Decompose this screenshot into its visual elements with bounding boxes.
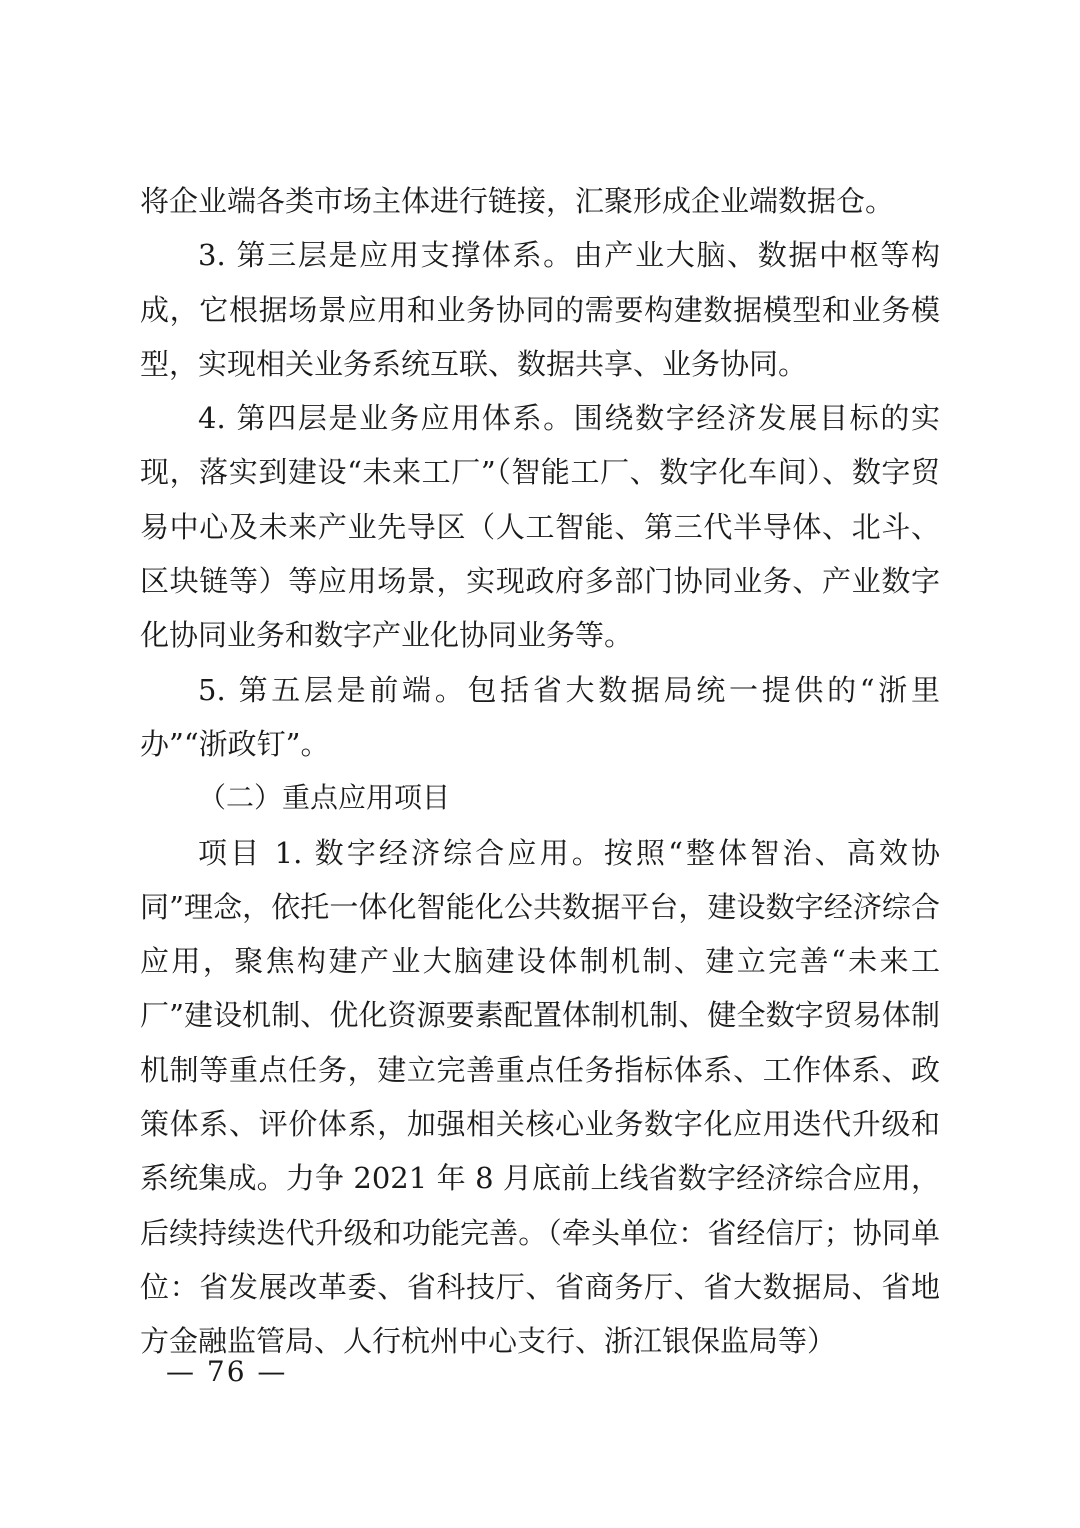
page-number: — 76 — [166,1355,288,1388]
section-heading: （二）重点应用项目 [198,781,451,815]
paragraph-layer-5: 5. 第五层是前端。包括省大数据局统一提供的“浙里办”“浙政钉”。 [140,672,940,761]
body-text [140,174,940,1369]
paragraph-project-1: 项目 1. 数字经济综合应用。按照“整体智治、高效协同”理念，依托一体化智能化公共数据平台，建设数字经济综合应用，聚焦构建产业大脑建设体制机制、建立完善“未来工厂”建设机制、优化资源要素配置体制机制、健全数字贸易体制机制等重点任务，建立完善重点任务指标体系、工作体系、政策体系、评价体系，加强相关核心业务数字化应用迭代升级和系统集成。力争 2021 年 8 月底前上线省数字经济综合应用，后续持续迭代升级和功能完善。（牵头单位：省经信厅；协同单位：省发展改革委、省科技厅、省商务厅、省大数据局、省地方金融监管局、人行杭州中心支行、浙江银保监局等） [140,835,940,1359]
paragraph-layer-3: 3. 第三层是应用支撑体系。由产业大脑、数据中枢等构成，它根据场景应用和业务协同的需要构建数据模型和业务模型，实现相关业务系统互联、数据共享、业务协同。 [140,238,940,381]
paragraph-layer-4: 4. 第四层是业务应用体系。围绕数字经济发展目标的实现，落实到建设“未来工厂”（智能工厂、数字化车间）、数字贸易中心及未来产业先导区（人工智能、第三代半导体、北斗、区块链等）等应用场景，实现政府多部门协同业务、产业数字化协同业务和数字产业化协同业务等。 [140,401,940,653]
paragraph-continuation: 将企业端各类市场主体进行链接，汇聚形成企业端数据仓。 [140,184,895,218]
